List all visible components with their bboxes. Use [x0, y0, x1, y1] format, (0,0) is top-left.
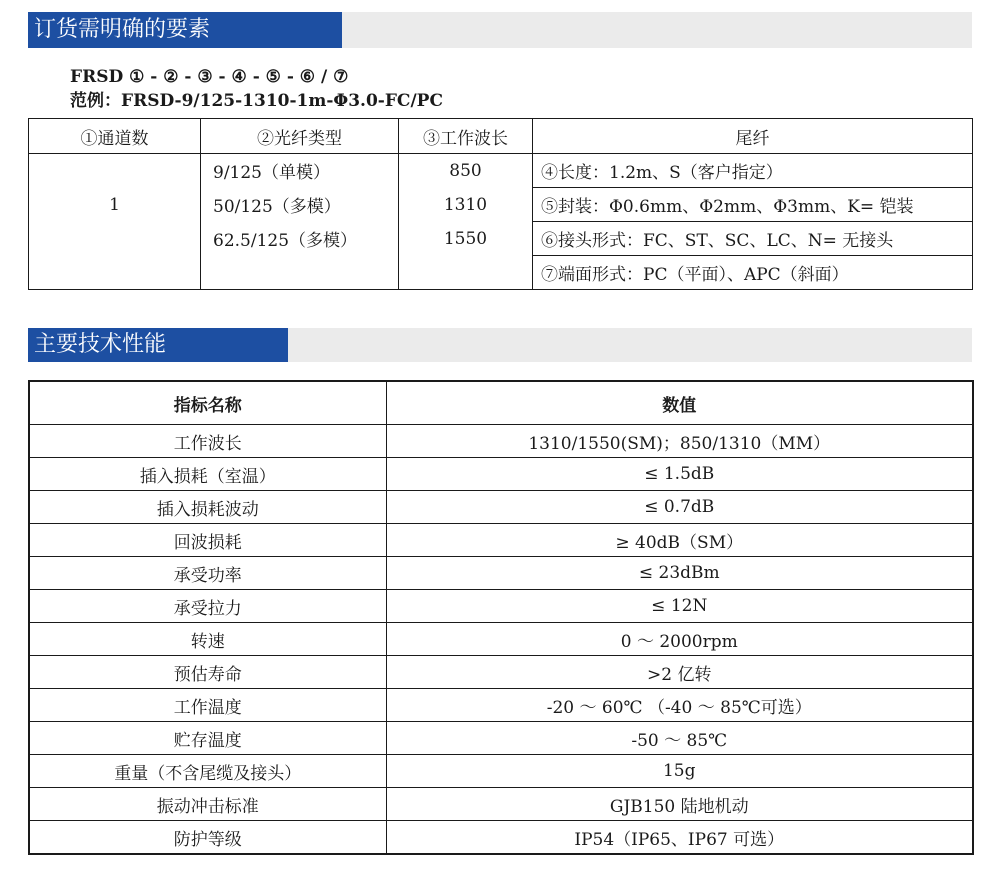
- ordering-spec-table: [28, 118, 973, 290]
- spec-name-cell: 重量（不含尾缆及接头）: [29, 755, 386, 788]
- wavelength-cell: 850: [399, 154, 533, 188]
- table-row: [29, 425, 973, 458]
- spec-name-cell: 转速: [29, 623, 386, 656]
- table-row: [29, 557, 973, 590]
- spec-name-cell: 回波损耗: [29, 524, 386, 557]
- section-title-ordering: 订货需明确的要素: [28, 12, 342, 48]
- table-row: [29, 458, 973, 491]
- order-code-format: FRSD ① - ② - ③ - ④ - ⑤ - ⑥ / ⑦: [70, 67, 349, 87]
- pigtail-option-cell: ④长度：1.2m、S（客户指定）: [533, 154, 973, 188]
- header-channel-count: ①通道数: [29, 119, 201, 154]
- empty-cell: [29, 256, 201, 290]
- spec-value-cell: -20 ～ 60℃ （-40 ～ 85℃可选）: [386, 689, 973, 722]
- header-spec-value: 数值: [386, 381, 973, 425]
- section-header-ordering: [28, 12, 972, 48]
- fiber-type-cell: 62.5/125（多模）: [201, 222, 399, 256]
- spec-value-cell: >2 亿转: [386, 656, 973, 689]
- spec-name-cell: 插入损耗（室温）: [29, 458, 386, 491]
- spec-name-cell: 防护等级: [29, 821, 386, 855]
- spec-value-cell: ≤ 23dBm: [386, 557, 973, 590]
- spec-value-cell: -50 ～ 85℃: [386, 722, 973, 755]
- table-row: [29, 623, 973, 656]
- wavelength-cell: 1310: [399, 188, 533, 222]
- spec-value-cell: 15g: [386, 755, 973, 788]
- empty-cell: [399, 256, 533, 290]
- table-row: [29, 656, 973, 689]
- spec-name-cell: 承受拉力: [29, 590, 386, 623]
- spec-value-cell: 1310/1550(SM)；850/1310（MM）: [386, 425, 973, 458]
- spec-value-cell: GJB150 陆地机动: [386, 788, 973, 821]
- spec-value-cell: ≥ 40dB（SM）: [386, 524, 973, 557]
- header-wavelength: ③工作波长: [399, 119, 533, 154]
- spec-value-cell: ≤ 12N: [386, 590, 973, 623]
- spec-value-cell: ≤ 0.7dB: [386, 491, 973, 524]
- spec-name-cell: 振动冲击标准: [29, 788, 386, 821]
- table-row: [29, 491, 973, 524]
- table-row: [29, 689, 973, 722]
- order-code-example: 范例：FRSD-9/125-1310-1m-Φ3.0-FC/PC: [70, 91, 443, 111]
- table-row: [29, 821, 973, 855]
- table-row: [29, 722, 973, 755]
- fiber-type-cell: 50/125（多模）: [201, 188, 399, 222]
- spec-name-cell: 贮存温度: [29, 722, 386, 755]
- performance-table: [28, 380, 974, 855]
- spec-value-cell: 0 ～ 2000rpm: [386, 623, 973, 656]
- fiber-type-cell: 9/125（单模）: [201, 154, 399, 188]
- spec-name-cell: 承受功率: [29, 557, 386, 590]
- wavelength-cell: 1550: [399, 222, 533, 256]
- pigtail-option-cell: ⑤封装：Φ0.6mm、Φ2mm、Φ3mm、K= 铠装: [533, 188, 973, 222]
- table-row: [29, 755, 973, 788]
- table-header-row: [29, 119, 973, 154]
- pigtail-option-cell: ⑥接头形式：FC、ST、SC、LC、N= 无接头: [533, 222, 973, 256]
- table-row: [29, 590, 973, 623]
- header-fiber-type: ②光纤类型: [201, 119, 399, 154]
- table-row: [29, 154, 973, 188]
- channel-count-cell: 1: [29, 154, 201, 256]
- table-row: [29, 788, 973, 821]
- spec-name-cell: 插入损耗波动: [29, 491, 386, 524]
- spec-name-cell: 预估寿命: [29, 656, 386, 689]
- spec-name-cell: 工作波长: [29, 425, 386, 458]
- section-header-performance: [28, 328, 972, 362]
- pigtail-option-cell: ⑦端面形式：PC（平面）、APC（斜面）: [533, 256, 973, 290]
- table-row: [29, 524, 973, 557]
- spec-value-cell: ≤ 1.5dB: [386, 458, 973, 491]
- header-spec-name: 指标名称: [29, 381, 386, 425]
- spec-name-cell: 工作温度: [29, 689, 386, 722]
- spec-value-cell: IP54（IP65、IP67 可选）: [386, 821, 973, 855]
- table-row: [29, 256, 973, 290]
- empty-cell: [201, 256, 399, 290]
- header-pigtail: 尾纤: [533, 119, 973, 154]
- section-title-performance: 主要技术性能: [28, 328, 288, 362]
- table-header-row: [29, 381, 973, 425]
